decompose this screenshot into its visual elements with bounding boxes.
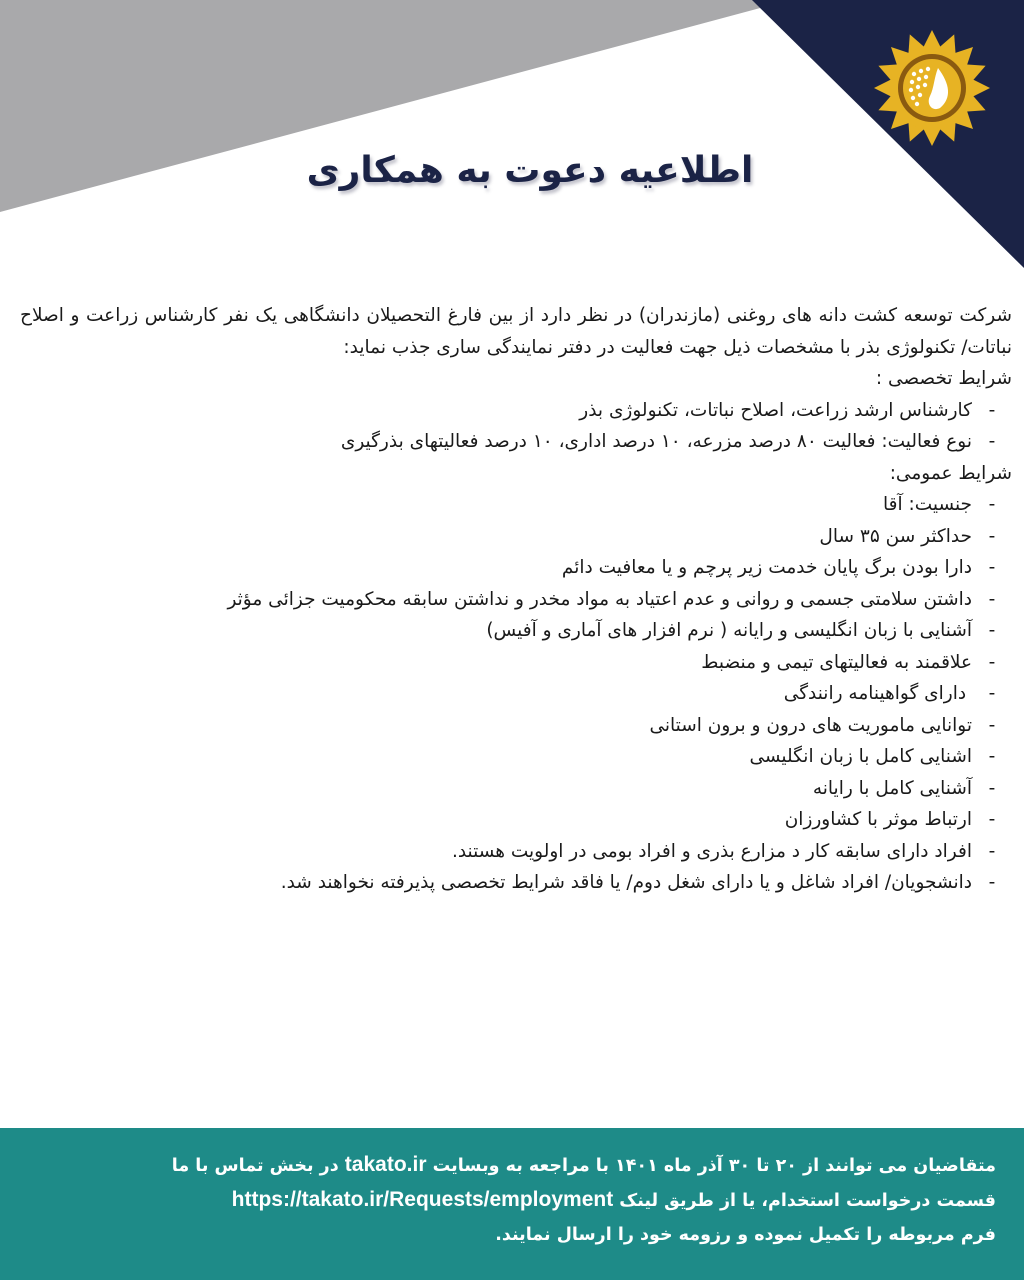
list-item: -دارا بودن برگ پایان خدمت زیر پرچم و یا معافیت دائم — [561, 557, 996, 578]
list-item: -افراد دارای سابقه کار د مزارع بذری و افراد بومی در اولویت هستند. — [451, 840, 996, 862]
sunflower-logo-icon — [872, 28, 992, 148]
list-item: -توانایی ماموریت های درون و برون استانی — [649, 714, 996, 736]
website-link[interactable]: takato.ir — [344, 1153, 427, 1176]
footer-line-3: فرم مربوطه را تکمیل نموده و رزومه خود را ارسال نمایند. — [495, 1225, 996, 1245]
list-item: -آشنایی با زبان انگلیسی و رایانه ( نرم افزار های آماری و آفیس) — [486, 620, 996, 641]
list-item: -کارشناس ارشد زراعت، اصلاح نباتات، تکنولوژی بذر — [579, 399, 996, 421]
list-item: -دانشجویان/ افراد شاغل و یا دارای شغل دوم/ یا فاقد شرایط تخصصی پذیرفته نخواهند شد. — [280, 872, 996, 893]
list-item: -داشتن سلامتی جسمی و روانی و عدم اعتیاد به مواد مخدر و نداشتن سابقه محکومیت جزائی مؤثر — [227, 588, 996, 610]
list-item: -حداکثر سن ۳۵ سال — [819, 525, 996, 547]
general-conditions-list — [20, 489, 1012, 899]
specialized-conditions-list — [20, 395, 1012, 458]
list-item: -اشنایی کامل با زبان انگلیسی — [749, 746, 996, 767]
application-footer — [0, 1128, 1024, 1280]
list-item: -ارتباط موثر با کشاورزان — [784, 809, 996, 830]
list-item: -نوع فعالیت: فعالیت ۸۰ درصد مزرعه، ۱۰ درصد اداری، ۱۰ درصد فعالیتهای بذرگیری — [340, 431, 996, 452]
list-item: -علاقمند به فعالیتهای تیمی و منضبط — [701, 651, 996, 673]
list-item: -جنسیت: آقا — [882, 494, 996, 515]
specialized-conditions-label: شرایط تخصصی : — [875, 368, 1012, 389]
announcement-body — [20, 300, 1012, 899]
employment-link[interactable]: https://takato.ir/Requests/employment — [231, 1188, 614, 1211]
page-title: اطلاعیه دعوت به همکاری — [306, 150, 754, 191]
list-item: - دارای گواهینامه رانندگی — [783, 683, 996, 704]
footer-line-2: قسمت درخواست استخدام، یا از طریق لینک https://takato.ir/Requests/employment — [231, 1188, 996, 1211]
intro-paragraph: شرکت توسعه کشت دانه های روغنی (مازندران) در نظر دارد از بین فارغ التحصیلان دانشگاهی یک نفر کارشناس زراعت و اصلاح نباتات/ تکنولوژی بذر با مشخصات ذیل جهت فعالیت در دفتر نمایندگی ساری جذب نماید: — [20, 305, 1012, 358]
general-conditions-label: شرایط عمومی: — [889, 462, 1012, 484]
footer-line-1: متقاضیان می توانند از ۲۰ تا ۳۰ آذر ماه ۱۴۰۱ با مراجعه به وبسایت takato.ir در بخش تماس با ما — [171, 1153, 996, 1176]
list-item: -آشنایی کامل با رایانه — [812, 777, 996, 799]
